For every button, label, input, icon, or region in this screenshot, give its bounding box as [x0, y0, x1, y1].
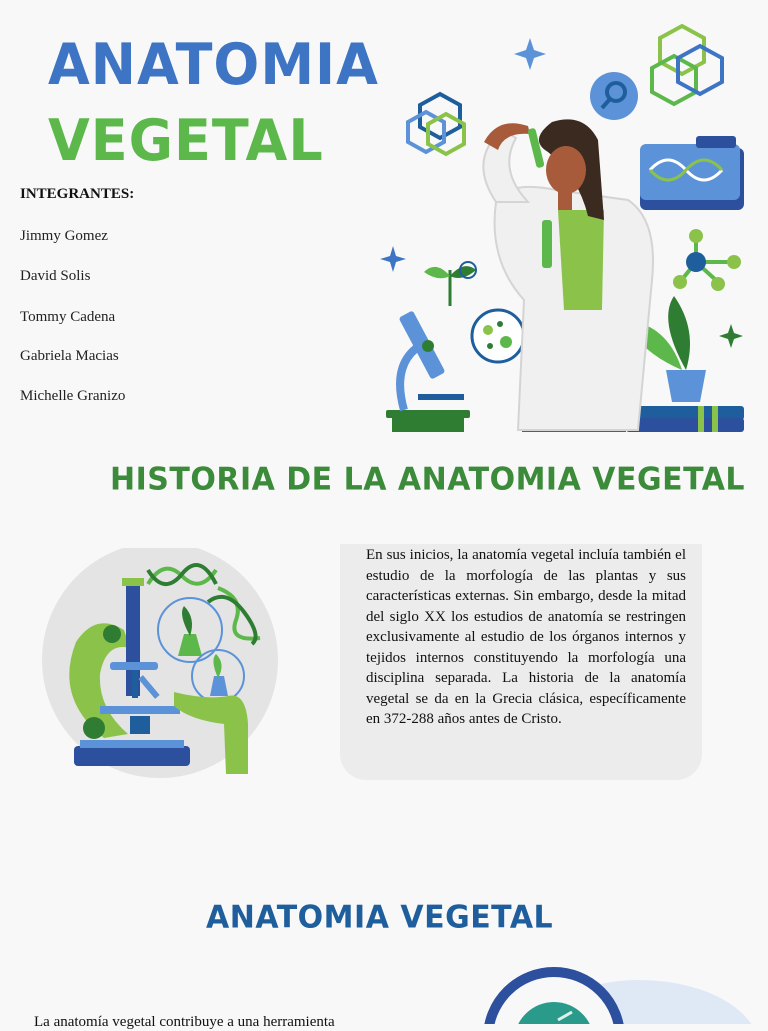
scientist-figure [483, 119, 653, 432]
section-body-partial: La anatomía vegetal contribuye a una herramienta [34, 1014, 335, 1030]
hexagon-icon [408, 94, 464, 154]
molecule-icon [673, 229, 741, 291]
title-line-2: VEGETAL [48, 107, 324, 174]
sparkle-icon [380, 246, 406, 272]
microscope-icon [386, 310, 470, 432]
microscope-illustration [40, 548, 290, 778]
sparkle-icon [514, 38, 546, 70]
scientist-illustration [378, 20, 758, 440]
bottom-illustration [440, 960, 768, 1024]
team-member: Gabriela Macias [20, 348, 119, 364]
team-heading: INTEGRANTES: [20, 186, 135, 202]
sparkle-icon [719, 324, 743, 348]
books-icon [626, 406, 744, 432]
petri-dish-icon [472, 310, 524, 362]
team-member: Tommy Cadena [20, 309, 116, 325]
team-member: Michelle Granizo [20, 388, 126, 404]
history-heading: HISTORIA DE LA ANATOMIA VEGETAL [110, 461, 746, 498]
magnifier-icon [590, 72, 638, 120]
plant-icon [424, 262, 476, 306]
team-member: Jimmy Gomez [20, 228, 108, 244]
history-body: En sus inicios, la anatomía vegetal incluía también el estudio de la morfología de las plantas y sus características externas. Sin embargo, desde la mitad del siglo XX los estudios de anatomía se restringen exclusivamente al estudio de los órganos internos y tejidos internos constituyendo la morfología una disciplina separada. La historia de la anatomía vegetal se da en la Grecia clásica, específicamente en 372-288 años antes de Cristo. [366, 547, 686, 727]
title-line-1: ANATOMIA [48, 31, 379, 98]
hexagon-icon [652, 26, 722, 104]
section-heading: ANATOMIA VEGETAL [206, 899, 554, 936]
team-member: David Solis [20, 268, 91, 284]
dna-icon [640, 136, 744, 210]
